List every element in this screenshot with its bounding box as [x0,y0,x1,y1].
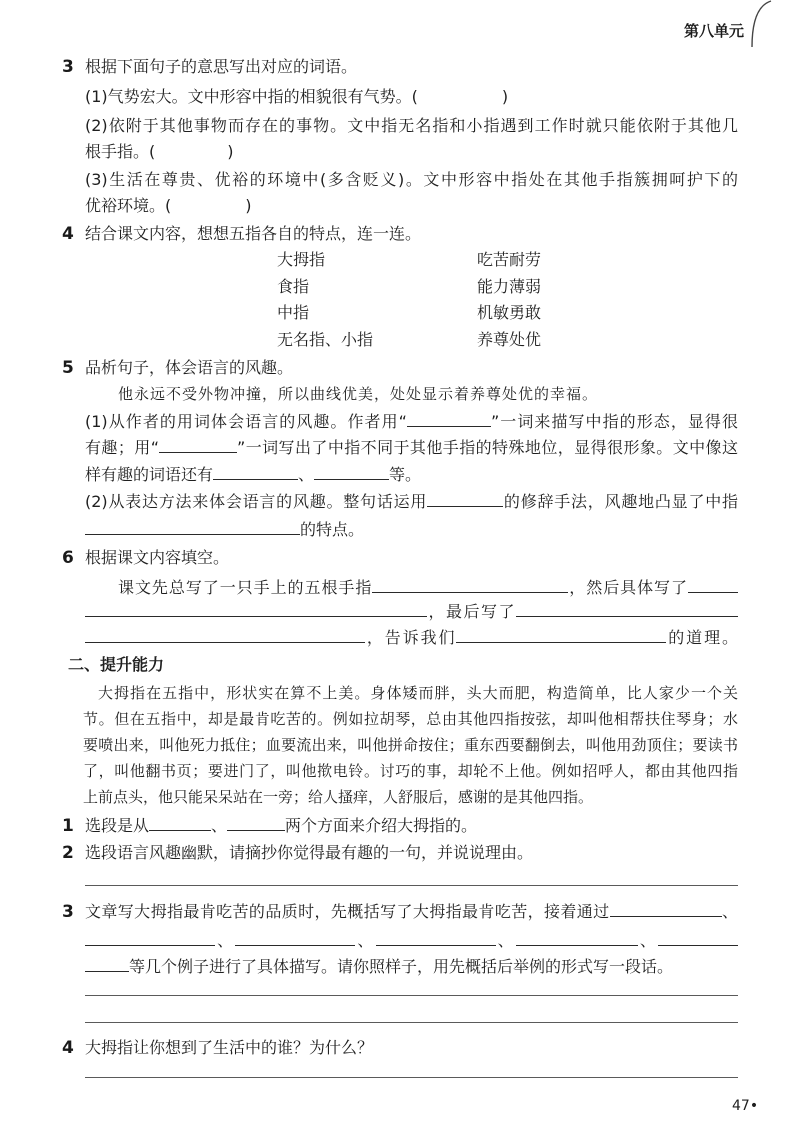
q5-sub1-line-3 [85,464,421,486]
fill-blank [372,579,568,593]
text-segment: 选段是从 [85,816,150,835]
question-number: 4 [62,224,74,244]
q5-sub1-line-1 [85,411,738,433]
page-number [732,1095,758,1117]
sub-question-2-line-1: (2)依附于其他事物而存在的事物。文中指无名指和小指遇到工作时就只能依附于其他几 [85,116,738,135]
answer-space [155,143,227,157]
question-number: 1 [62,816,74,836]
fill-blank [688,579,738,593]
passage-line: 要喷出来，叫他死力抵住；血要流出来，叫他拼命按住；重东西要翻倒去，叫他用劲顶住；要读书 [83,736,738,754]
q5-sub2-line-2 [85,519,364,541]
question-number: 3 [62,902,74,922]
text-segment: 两个方面来介绍大拇指的。 [285,816,478,835]
unit-title: 第八单元 [684,22,745,40]
fill-blank [314,466,389,480]
passage-line: 大拇指在五指中，形状实在算不上美。身体矮而胖，头大而肥，构造简单，比人家少一个关 [98,684,738,702]
sub-question-3-line-1: (3)生活在尊贵、优裕的环境中(多含贬义)。文中形容中指处在其他手指簇拥呵护下的 [85,170,738,189]
separator: 、 [355,931,376,950]
text-segment: 等。 [389,465,422,484]
fill-blank [610,903,722,917]
fill-blank [456,629,666,643]
fill-blank [658,932,738,946]
trait-item: 机敏勇敢 [477,303,542,322]
answer-space [171,197,245,211]
fill-blank [427,493,503,507]
answer-space [418,88,502,102]
question-number: 5 [62,358,74,378]
header-corner-curve [745,0,775,48]
quoted-sentence: 他永远不受外物冲撞，所以曲线优美，处处显示着养尊处优的幸福。 [118,385,599,403]
question-title: 大拇指让你想到了生活中的谁？为什么？ [85,1038,374,1057]
finger-item: 大拇指 [277,250,326,269]
finger-item: 中指 [277,303,310,322]
q6-line-2 [85,601,738,623]
q6-line-1 [118,577,738,599]
fill-blank [227,817,285,831]
question-title: 根据下面句子的意思写出对应的词语。 [85,57,358,76]
fill-blank [85,603,427,617]
text-segment: 样有趣的词语还有 [85,465,214,484]
answer-line [85,885,738,886]
finger-item: 食指 [277,277,310,296]
answer-line [85,995,738,996]
question-number: 6 [62,548,74,568]
text-segment: (1)从作者的用词体会语言的风趣。作者用“ [85,412,407,431]
paren-close: ) [501,87,509,106]
fill-blank [376,932,496,946]
sub-question-3-line-2 [85,195,252,217]
fill-blank [213,466,298,480]
text-segment: 文章写大拇指最肯吃苦的品质时，先概括写了大拇指最肯吃苦，接着通过 [85,902,610,921]
text-segment: ，最后写了 [427,602,516,621]
separator: 、 [637,931,658,950]
finger-item: 无名指、小指 [277,330,374,349]
paren-close: ) [227,142,234,161]
text-segment: ”一词写出了中指不同于其他手指的特殊地位，显得很形象。文中像这 [236,438,738,457]
sub-question-text: 优裕环境。( [85,196,172,215]
separator: 、 [495,931,516,950]
q3-line-2 [85,930,738,952]
q3-line-1 [85,901,738,923]
q6-line-3 [85,627,738,649]
question-number: 4 [62,1038,74,1058]
sub-question-1 [85,86,508,108]
fill-blank [516,932,638,946]
text-segment: (2)从表达方法来体会语言的风趣。整句话运用 [85,492,428,511]
paren-close: ) [245,196,252,215]
question-number: 3 [62,57,74,77]
section-title: 二、提升能力 [68,655,165,674]
text-segment: 的道理。 [666,628,738,647]
text-segment: 课文先总写了一只手上的五根手指 [118,578,373,597]
page-number-text: 47 [732,1098,750,1114]
text-segment: 有趣；用“ [85,438,159,457]
text-segment: ，告诉我们 [365,628,457,647]
answer-line [85,1022,738,1023]
sub-question-2-line-2 [85,141,234,163]
answer-line [85,1077,738,1078]
question-line [85,815,477,837]
question-number: 2 [62,843,74,863]
fill-blank [516,603,738,617]
text-segment: ”一词来描写中指的形态，显得很 [490,412,738,431]
trait-item: 吃苦耐劳 [477,250,542,269]
question-title: 选段语言风趣幽默，请摘抄你觉得最有趣的一句，并说说理由。 [85,843,534,862]
fill-blank [235,932,355,946]
trait-item: 养尊处优 [477,330,542,349]
question-title: 结合课文内容，想想五指各自的特点，连一连。 [85,224,422,243]
passage-line: 了，叫他翻书页；要进门了，叫他揿电铃。讨巧的事，却轮不上他。例如招呼人，都由其他四指 [83,762,738,780]
fill-blank [85,932,215,946]
passage-line: 上前点头，他只能呆呆站在一旁；给人搔痒，人舒服后，感谢的是其他四指。 [83,788,594,806]
fill-blank [85,958,129,972]
separator: 、 [215,931,236,950]
separator: 、 [298,465,315,484]
q5-sub1-line-2 [85,437,738,459]
question-title: 根据课文内容填空。 [85,548,230,567]
text-segment: 的修辞手法，风趣地凸显了中指 [503,492,738,511]
fill-blank [85,629,365,643]
q3-line-3 [85,956,673,978]
question-title: 品析句子，体会语言的风趣。 [85,358,294,377]
sub-question-text: (1)气势宏大。文中形容中指的相貌很有气势。( [85,87,418,106]
fill-blank [407,413,491,427]
passage-line: 节。但在五指中，却是最肯吃苦的。例如拉胡琴，总由其他四指按弦，却叫他相帮扶住琴身；水 [83,710,738,728]
sub-question-text: 根手指。( [85,142,156,161]
text-segment: ，然后具体写了 [568,578,688,597]
separator: 、 [721,902,738,921]
fill-blank [85,521,300,535]
text-segment: 等几个例子进行了具体描写。请你照样子，用先概括后举例的形式写一段话。 [129,957,674,976]
q5-sub2-line-1 [85,491,738,513]
separator: 、 [211,816,228,835]
fill-blank [149,817,211,831]
trait-item: 能力薄弱 [477,277,542,296]
fill-blank [159,439,237,453]
page-number-bullet: • [749,1098,759,1114]
text-segment: 的特点。 [300,520,365,539]
